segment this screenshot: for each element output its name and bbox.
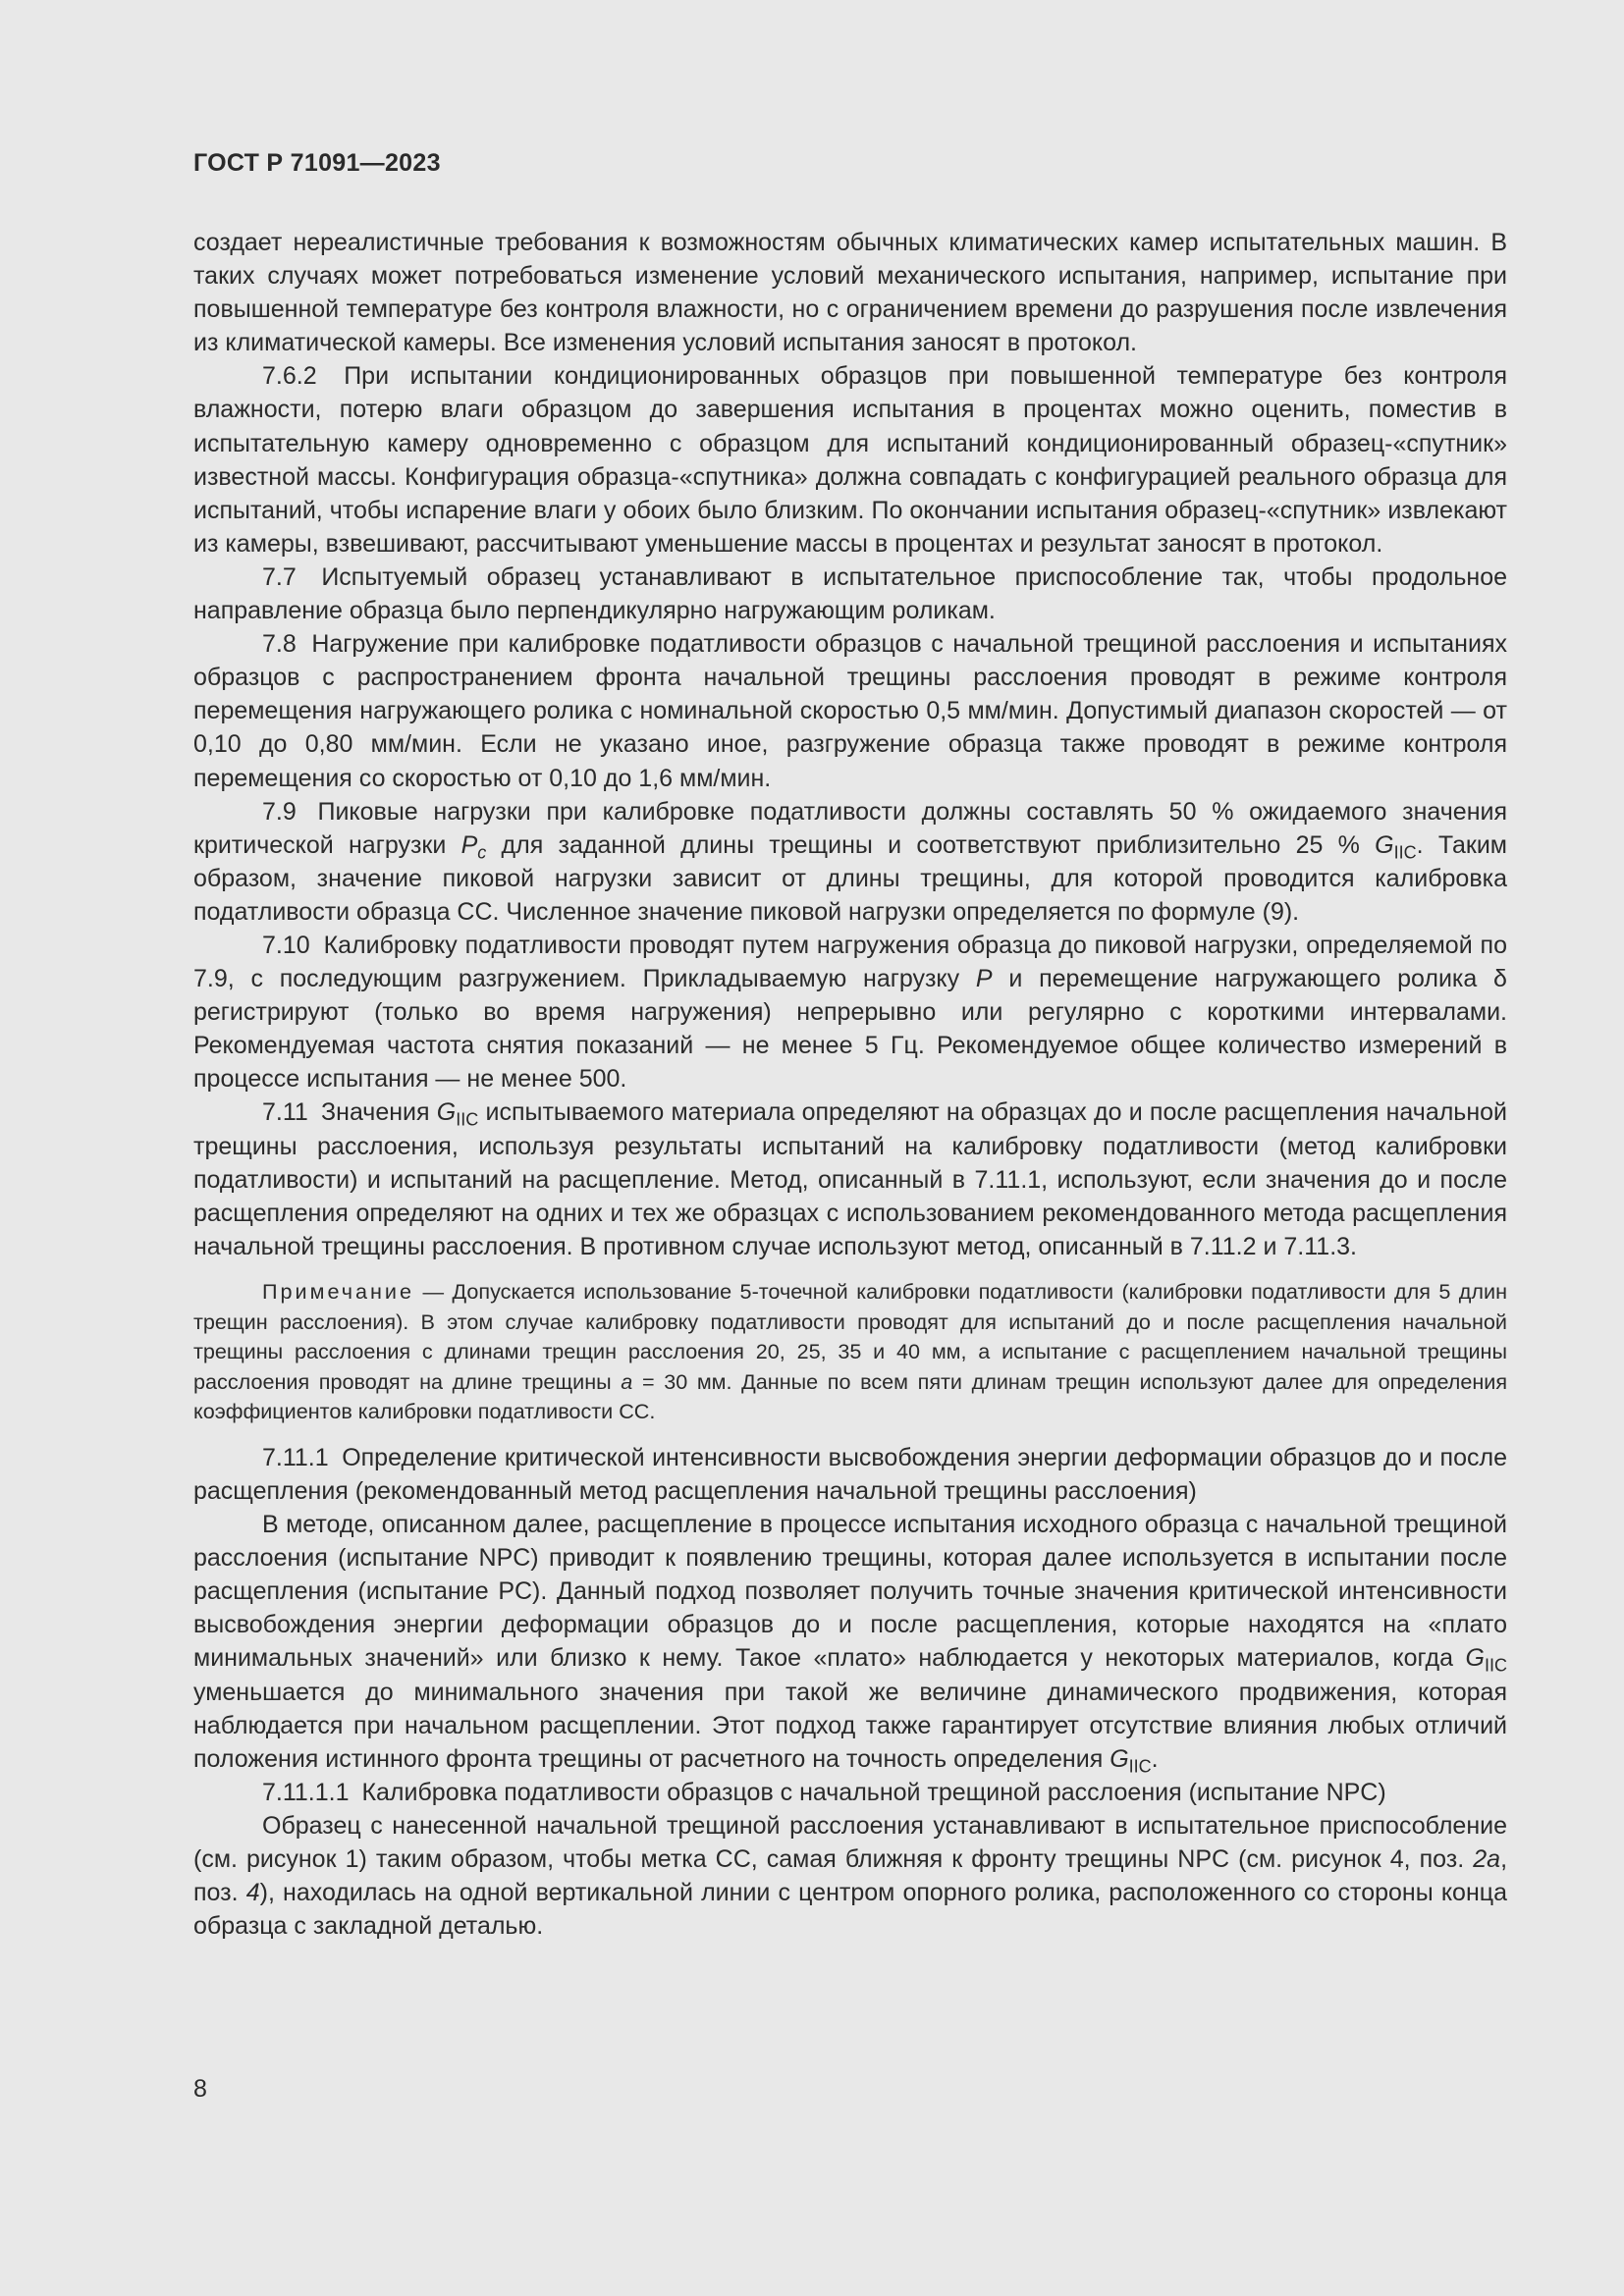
symbol-g: G (1465, 1644, 1485, 1673)
clause-number: 7.11.1.1 (262, 1778, 350, 1806)
clause-text: . Таким образом, значение пиковой нагрузки зависит от длины трещины, для которой проводится калибровка податливости образца СС. Численное значение пиковой нагрузки определяется по формуле (9). (193, 830, 1507, 926)
subscript-text: c (477, 842, 487, 863)
paragraph-7-11-1 (193, 1441, 1507, 1508)
clause-text: Калибровка податливости образцов с начальной трещиной расслоения (испытание NPC) (361, 1778, 1386, 1806)
paragraph-7-11-1-1 (193, 1776, 1507, 1809)
clause-text: При испытании кондиционированных образцов при повышенной температуре без контроля влажности, потерю влаги образцом до завершения испытания в процентах можно оценить, поместив в испытательную камеру одновременно с образцом для испытаний кондиционированный образец-«спутник» известной массы. Конфигурация образца-«спутника» должна совпадать с конфигурацией реального образца для испытаний, чтобы испарение влаги у обоих было близким. По окончании испытания образец-«спутник» извлекают из камеры, взвешивают, рассчитывают уменьшение массы в процентах и результат заносят в протокол. (193, 362, 1507, 558)
subscript-iic: IIC (1484, 1655, 1507, 1676)
note-text: — Допускается использование 5-точечной калибровки податливости (калибровки податливости для 5 длин трещин расслоения). В этом случае калибровку податливости проводят для испытаний до и после расщепления начальной трещины расслоения с длинами трещин расслоения 20, 25, 35 и 40 мм, а испытание с расщеплением начальной трещины расслоения проводят на длине трещины (193, 1278, 1507, 1394)
clause-text: . (1151, 1744, 1159, 1773)
page-number: 8 (193, 2075, 207, 2103)
paragraph-7-11-1-1-body (193, 1809, 1507, 1943)
paragraph-7-9 (193, 795, 1507, 929)
clause-number: 7.6.2 (262, 362, 317, 391)
subscript-iic: IIC (1128, 1756, 1152, 1777)
clause-number: 7.11 (262, 1098, 308, 1127)
symbol-g: G (1110, 1744, 1129, 1773)
subscript-c (477, 842, 486, 862)
clause-text: для заданной длины трещины и соответствуют приблизительно 25 % (501, 830, 1360, 859)
clause-text: ), находилась на одной вертикальной линии с центром опорного ролика, расположенного со стороны конца образца с закладной деталью. (193, 1879, 1507, 1941)
symbol-g: G (436, 1098, 457, 1127)
clause-text: испытываемого материала определяют на образцах до и после расщепления начальной трещины расслоения, используя результаты испытаний на калибровку податливости (метод калибровки податливости) и испытаний на расщепление. Метод, описанный в 7.11.1, используют, если значения до и после расщепления определяют на одних и тех же образцах с использованием рекомендованного метода расщепления начальной трещины расслоения. В противном случае используют метод, описанный в 7.11.2 и 7.11.3. (193, 1098, 1508, 1260)
paragraph-7-7 (193, 561, 1507, 627)
subscript-iic: IIC (1393, 842, 1417, 863)
symbol-a: a (621, 1368, 633, 1394)
clause-text: В методе, описанном далее, расщепление в процессе испытания исходного образца с начальной трещиной расслоения (испытание NPC) приводит к появлению трещины, которая далее используется в испытании после расщепления (испытание PC). Данный подход позволяет получить точные значения критической интенсивности высвобождения энергии деформации образцов до и после расщепления, которые находятся на «плато минимальных значений» или близко к нему. Такое «плато» наблюдается у некоторых материалов, когда (193, 1511, 1507, 1673)
paragraph-continuation: создает нереалистичные требования к возможностям обычных климатических камер испытательных машин. В таких случаях может потребоваться изменение условий механического испытания, например, испытание при повышенной температуре без контроля влажности, но с ограничением времени до разрушения после извлечения из климатической камеры. Все изменения условий испытания заносят в протокол. (193, 229, 1507, 357)
clause-text: уменьшается до минимального значения при такой же величине динамического продвижения, которая наблюдается при начальном расщеплении. Этот подход также гарантирует отсутствие влияния любых отличий положения истинного фронта трещины от расчетного на точность определения (193, 1678, 1507, 1773)
clause-text: Калибровку податливости проводят путем нагружения образца до пиковой нагрузки, определяемой по 7.9, с последующим разгружением. Прикладываемую нагрузку (193, 931, 1507, 993)
symbol-p: P (975, 965, 993, 993)
paragraph-7-6-2 (193, 359, 1507, 561)
clause-number: 7.8 (262, 630, 297, 659)
document-body (193, 226, 1507, 1943)
paragraph-7-11-1-body (193, 1508, 1507, 1776)
clause-text: Определение критической интенсивности высвобождения энергии деформации образцов до и после расщепления (рекомендованный метод расщепления начальной трещины расслоения) (193, 1443, 1507, 1505)
subscript-iic: IIC (456, 1109, 479, 1130)
clause-text: Нагружение при калибровке податливости образцов с начальной трещиной расслоения и испытаниях образцов с распространением фронта начальной трещины расслоения проводят в режиме контроля перемещения нагружающего ролика с номинальной скоростью 0,5 мм/мин. Допустимый диапазон скоростей — от 0,10 до 0,80 мм/мин. Если не указано иное, разгружение образца также проводят в режиме контроля перемещения со скоростью от 0,10 до 1,6 мм/мин. (193, 630, 1507, 792)
clause-number: 7.9 (262, 797, 297, 826)
clause-text: Испытуемый образец устанавливают в испытательное приспособление так, чтобы продольное направление образца было перпендикулярно нагружающим роликам. (193, 562, 1507, 625)
clause-number: 7.7 (262, 562, 297, 591)
paragraph-7-8 (193, 627, 1507, 794)
figure-position-ref: 4 (245, 1879, 260, 1907)
clause-text: и перемещение нагружающего ролика δ регистрируют (только во время нагружения) непрерывно или регулярно с короткими интервалами. Рекомендуемая частота снятия показаний — не менее 5 Гц. Рекомендуемое общее количество измерений в процессе испытания — не менее 500. (193, 965, 1507, 1094)
note-text: = 30 мм. Данные по всем пяти длинам трещин используют далее для определения коэффициентов калибровки податливости СС. (193, 1368, 1508, 1424)
clause-text: , поз. (193, 1845, 1508, 1907)
paragraph-7-11 (193, 1095, 1507, 1262)
symbol-g: G (1375, 830, 1394, 859)
document-header: ГОСТ Р 71091—2023 (193, 149, 441, 177)
clause-number: 7.10 (262, 931, 310, 959)
clause-number: 7.11.1 (262, 1443, 329, 1471)
clause-text: Значения (321, 1098, 430, 1127)
figure-position-ref: 2а (1473, 1845, 1501, 1873)
note-label: Примечание (262, 1278, 414, 1304)
symbol-p: P (460, 830, 478, 859)
paragraph-7-10 (193, 929, 1507, 1095)
clause-text: Пиковые нагрузки при калибровке податливости должны составлять 50 % ожидаемого значения критической нагрузки (193, 797, 1508, 859)
clause-text: Образец с нанесенной начальной трещиной расслоения устанавливают в испытательное приспособление (см. рисунок 1) таким образом, чтобы метка СС, самая ближняя к фронту трещины NPC (см. рисунок 4, поз. (193, 1811, 1507, 1873)
note-paragraph (193, 1277, 1507, 1427)
